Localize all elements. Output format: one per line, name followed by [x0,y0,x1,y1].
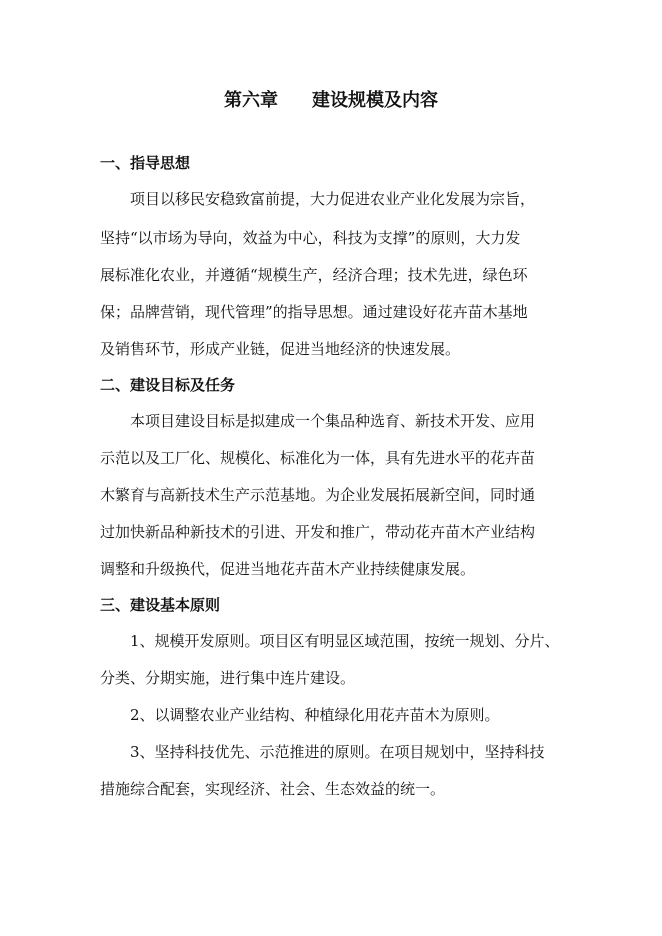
chapter-title [0,88,662,114]
paragraph-line: 保；品牌营销，现代管理”的指导思想。通过建设好花卉苗木基地 [100,303,528,321]
paragraph-line: 调整和升级换代，促进当地花卉苗木产业持续健康发展。 [100,560,476,578]
paragraph-line: 展标准化农业，并遵循“规模生产，经济合理；技术先进，绿色环 [100,266,528,284]
chapter-name: 建设规模及内容 [312,90,438,111]
section-heading: 二、建设目标及任务 [100,376,236,394]
paragraph-line: 分类、分期实施，进行集中连片建设。 [100,669,356,687]
paragraph-line: 3、坚持科技优先、示范推进的原则。在项目规划中，坚持科技 [130,743,545,761]
section-heading: 一、指导思想 [100,154,191,172]
paragraph-line: 2、以调整农业产业结构、种植绿化用花卉苗木为原则。 [130,706,500,724]
section-heading: 三、建设基本原则 [100,596,221,614]
paragraph-line: 项目以移民安稳致富前提，大力促进农业产业化发展为宗旨， [130,190,536,208]
paragraph-line: 过加快新品种新技术的引进、开发和推广，带动花卉苗木产业结构 [100,523,536,541]
chapter-number: 第六章 [224,90,278,111]
paragraph-line: 木繁育与高新技术生产示范基地。为企业发展拓展新空间，同时通 [100,486,536,504]
paragraph-line: 坚持“以市场为导向，效益为中心，科技为支撑”的原则，大力发 [100,229,521,247]
paragraph-line: 本项目建设目标是拟建成一个集品种选育、新技术开发、应用 [130,412,536,430]
paragraph-line: 及销售环节，形成产业链，促进当地经济的快速发展。 [100,340,461,358]
paragraph-line: 示范以及工厂化、规模化、标准化为一体，具有先进水平的花卉苗 [100,449,536,467]
paragraph-line: 措施综合配套，实现经济、社会、生态效益的统一。 [100,780,446,798]
paragraph-line: 1、规模开发原则。项目区有明显区域范围，按统一规划、分片、 [130,632,560,650]
